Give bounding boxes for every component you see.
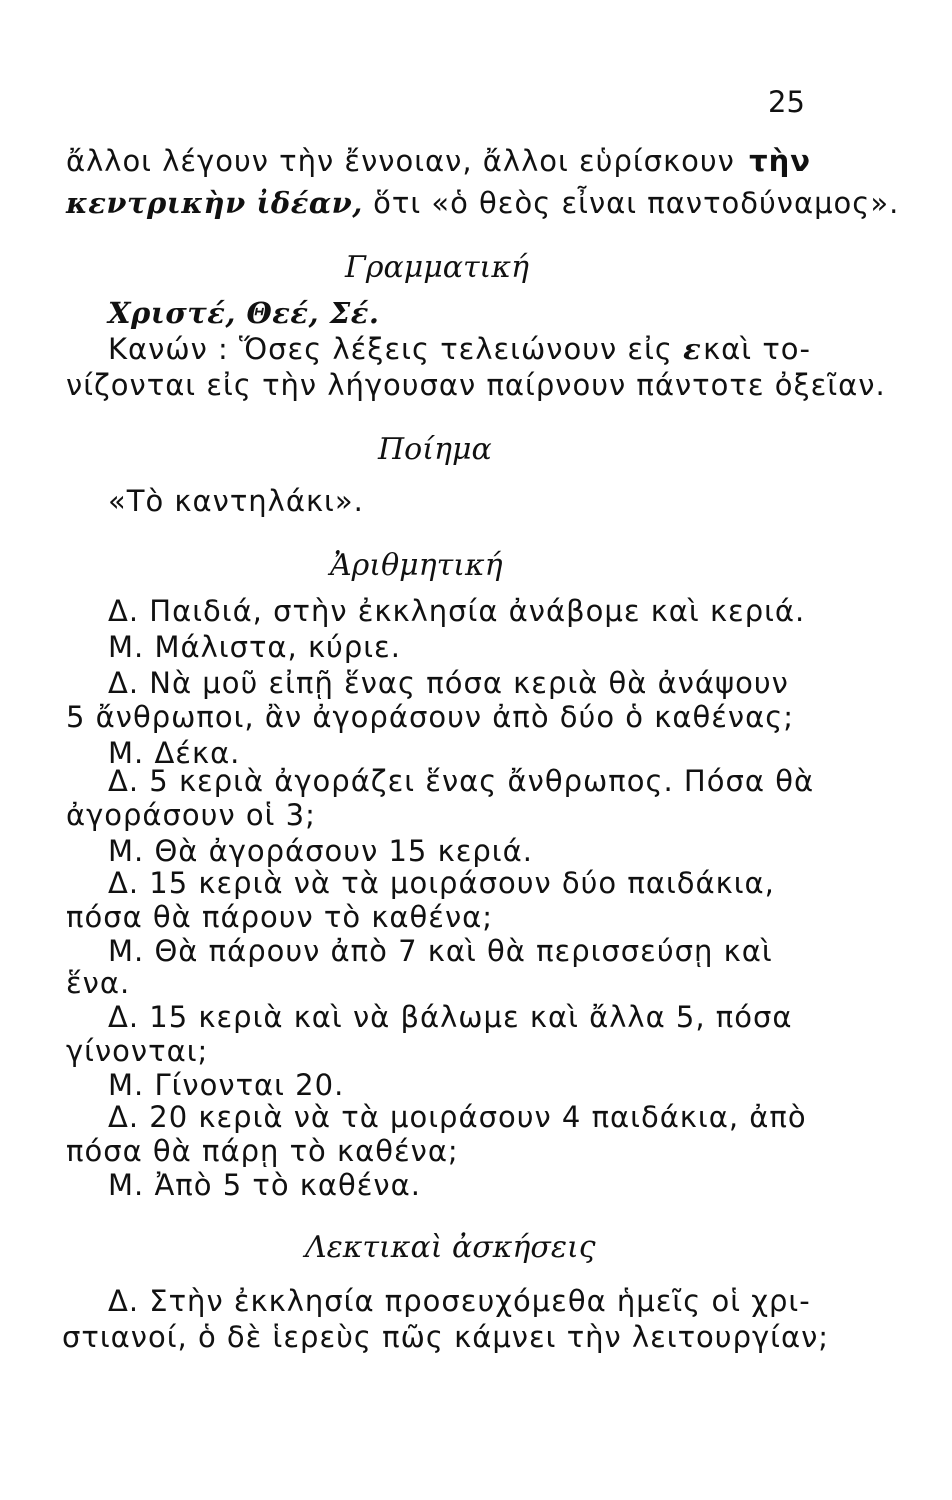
arithmetic-line: Δ. 20 κεριὰ νὰ τὰ μοιράσουν 4 παιδάκια, ἀπὸ: [108, 1100, 807, 1134]
arithmetic-line: Δ. Νὰ μοῦ εἰπῇ ἕνας πόσα κεριὰ θὰ ἀνάψουν: [108, 666, 789, 700]
arithmetic-line: ἀγοράσουν οἱ 3;: [66, 798, 316, 832]
grammar-heading: Γραμματική: [345, 250, 529, 285]
arithmetic-line: Δ. Παιδιά, στὴν ἐκκλησία ἀνάβομε καὶ κεριά.: [108, 594, 806, 628]
grammar-rule-text: [108, 330, 701, 368]
exercises-line: Δ. Στὴν ἐκκλησία προσευχόμεθα ἡμεῖς οἱ χρι-: [108, 1284, 811, 1318]
intro-line-1-text: ἄλλοι λέγουν τὴν ἔννοιαν, ἄλλοι εὑρίσκουν: [66, 144, 735, 178]
intro-line-1-end: τὴν: [749, 144, 811, 178]
intro-line-2-text: ὅτι «ὁ θεὸς εἶναι παντοδύναμος».: [373, 186, 900, 220]
arithmetic-heading: Ἀριθμητική: [330, 548, 503, 583]
intro-emphasis: κεντρικὴν ἰδέαν,: [66, 186, 363, 220]
intro-line-2: [66, 184, 899, 222]
exercises-line: στιανοί, ὁ δὲ ἱερεὺς πῶς κάμνει τὴν λειτουργίαν;: [62, 1320, 830, 1354]
arithmetic-line: Δ. 15 κεριὰ καὶ νὰ βάλωμε καὶ ἄλλα 5, πόσα: [108, 1000, 793, 1034]
page-number: 25: [768, 85, 805, 119]
grammar-example: Χριστέ, Θεέ, Σέ.: [108, 296, 380, 330]
grammar-rule-line-2: νίζονται εἰς τὴν λήγουσαν παίρνουν πάντοτε ὀξεῖαν.: [66, 368, 886, 402]
arithmetic-line: Δ. 15 κεριὰ νὰ τὰ μοιράσουν δύο παιδάκια,: [108, 866, 775, 900]
arithmetic-line: Μ. Δέκα.: [108, 736, 241, 770]
arithmetic-line: πόσα θὰ πάρουν τὸ καθένα;: [66, 900, 494, 934]
arithmetic-line: Μ. Γίνονται 20.: [108, 1068, 345, 1102]
exercises-heading: Λεκτικαὶ ἀσκήσεις: [305, 1230, 596, 1265]
grammar-rule-start: Κανών : Ὅσες λέξεις τελειώνουν εἰς: [108, 332, 673, 366]
arithmetic-line: ἕνα.: [66, 966, 131, 1000]
grammar-rule-letter: ε: [683, 332, 702, 366]
poem-title: «Τὸ καντηλάκι».: [108, 484, 364, 518]
grammar-rule-end: καὶ το-: [703, 332, 811, 366]
arithmetic-line: Μ. Ἀπὸ 5 τὸ καθένα.: [108, 1168, 421, 1202]
arithmetic-line: 5 ἄνθρωποι, ἂν ἀγοράσουν ἀπὸ δύο ὁ καθένας;: [66, 700, 794, 734]
arithmetic-line: Μ. Θὰ ἀγοράσουν 15 κεριά.: [108, 834, 533, 868]
arithmetic-line: Μ. Θὰ πάρουν ἀπὸ 7 καὶ θὰ περισσεύσῃ καὶ: [108, 934, 773, 968]
arithmetic-line: πόσα θὰ πάρῃ τὸ καθένα;: [66, 1134, 459, 1168]
intro-line-1: [66, 142, 811, 180]
arithmetic-line: Δ. 5 κεριὰ ἀγοράζει ἕνας ἄνθρωπος. Πόσα θὰ: [108, 764, 815, 798]
arithmetic-line: Μ. Μάλιστα, κύριε.: [108, 630, 401, 664]
grammar-rule-line-1: [108, 330, 811, 368]
poem-heading: Ποίημα: [378, 432, 492, 467]
arithmetic-line: γίνονται;: [66, 1034, 209, 1068]
